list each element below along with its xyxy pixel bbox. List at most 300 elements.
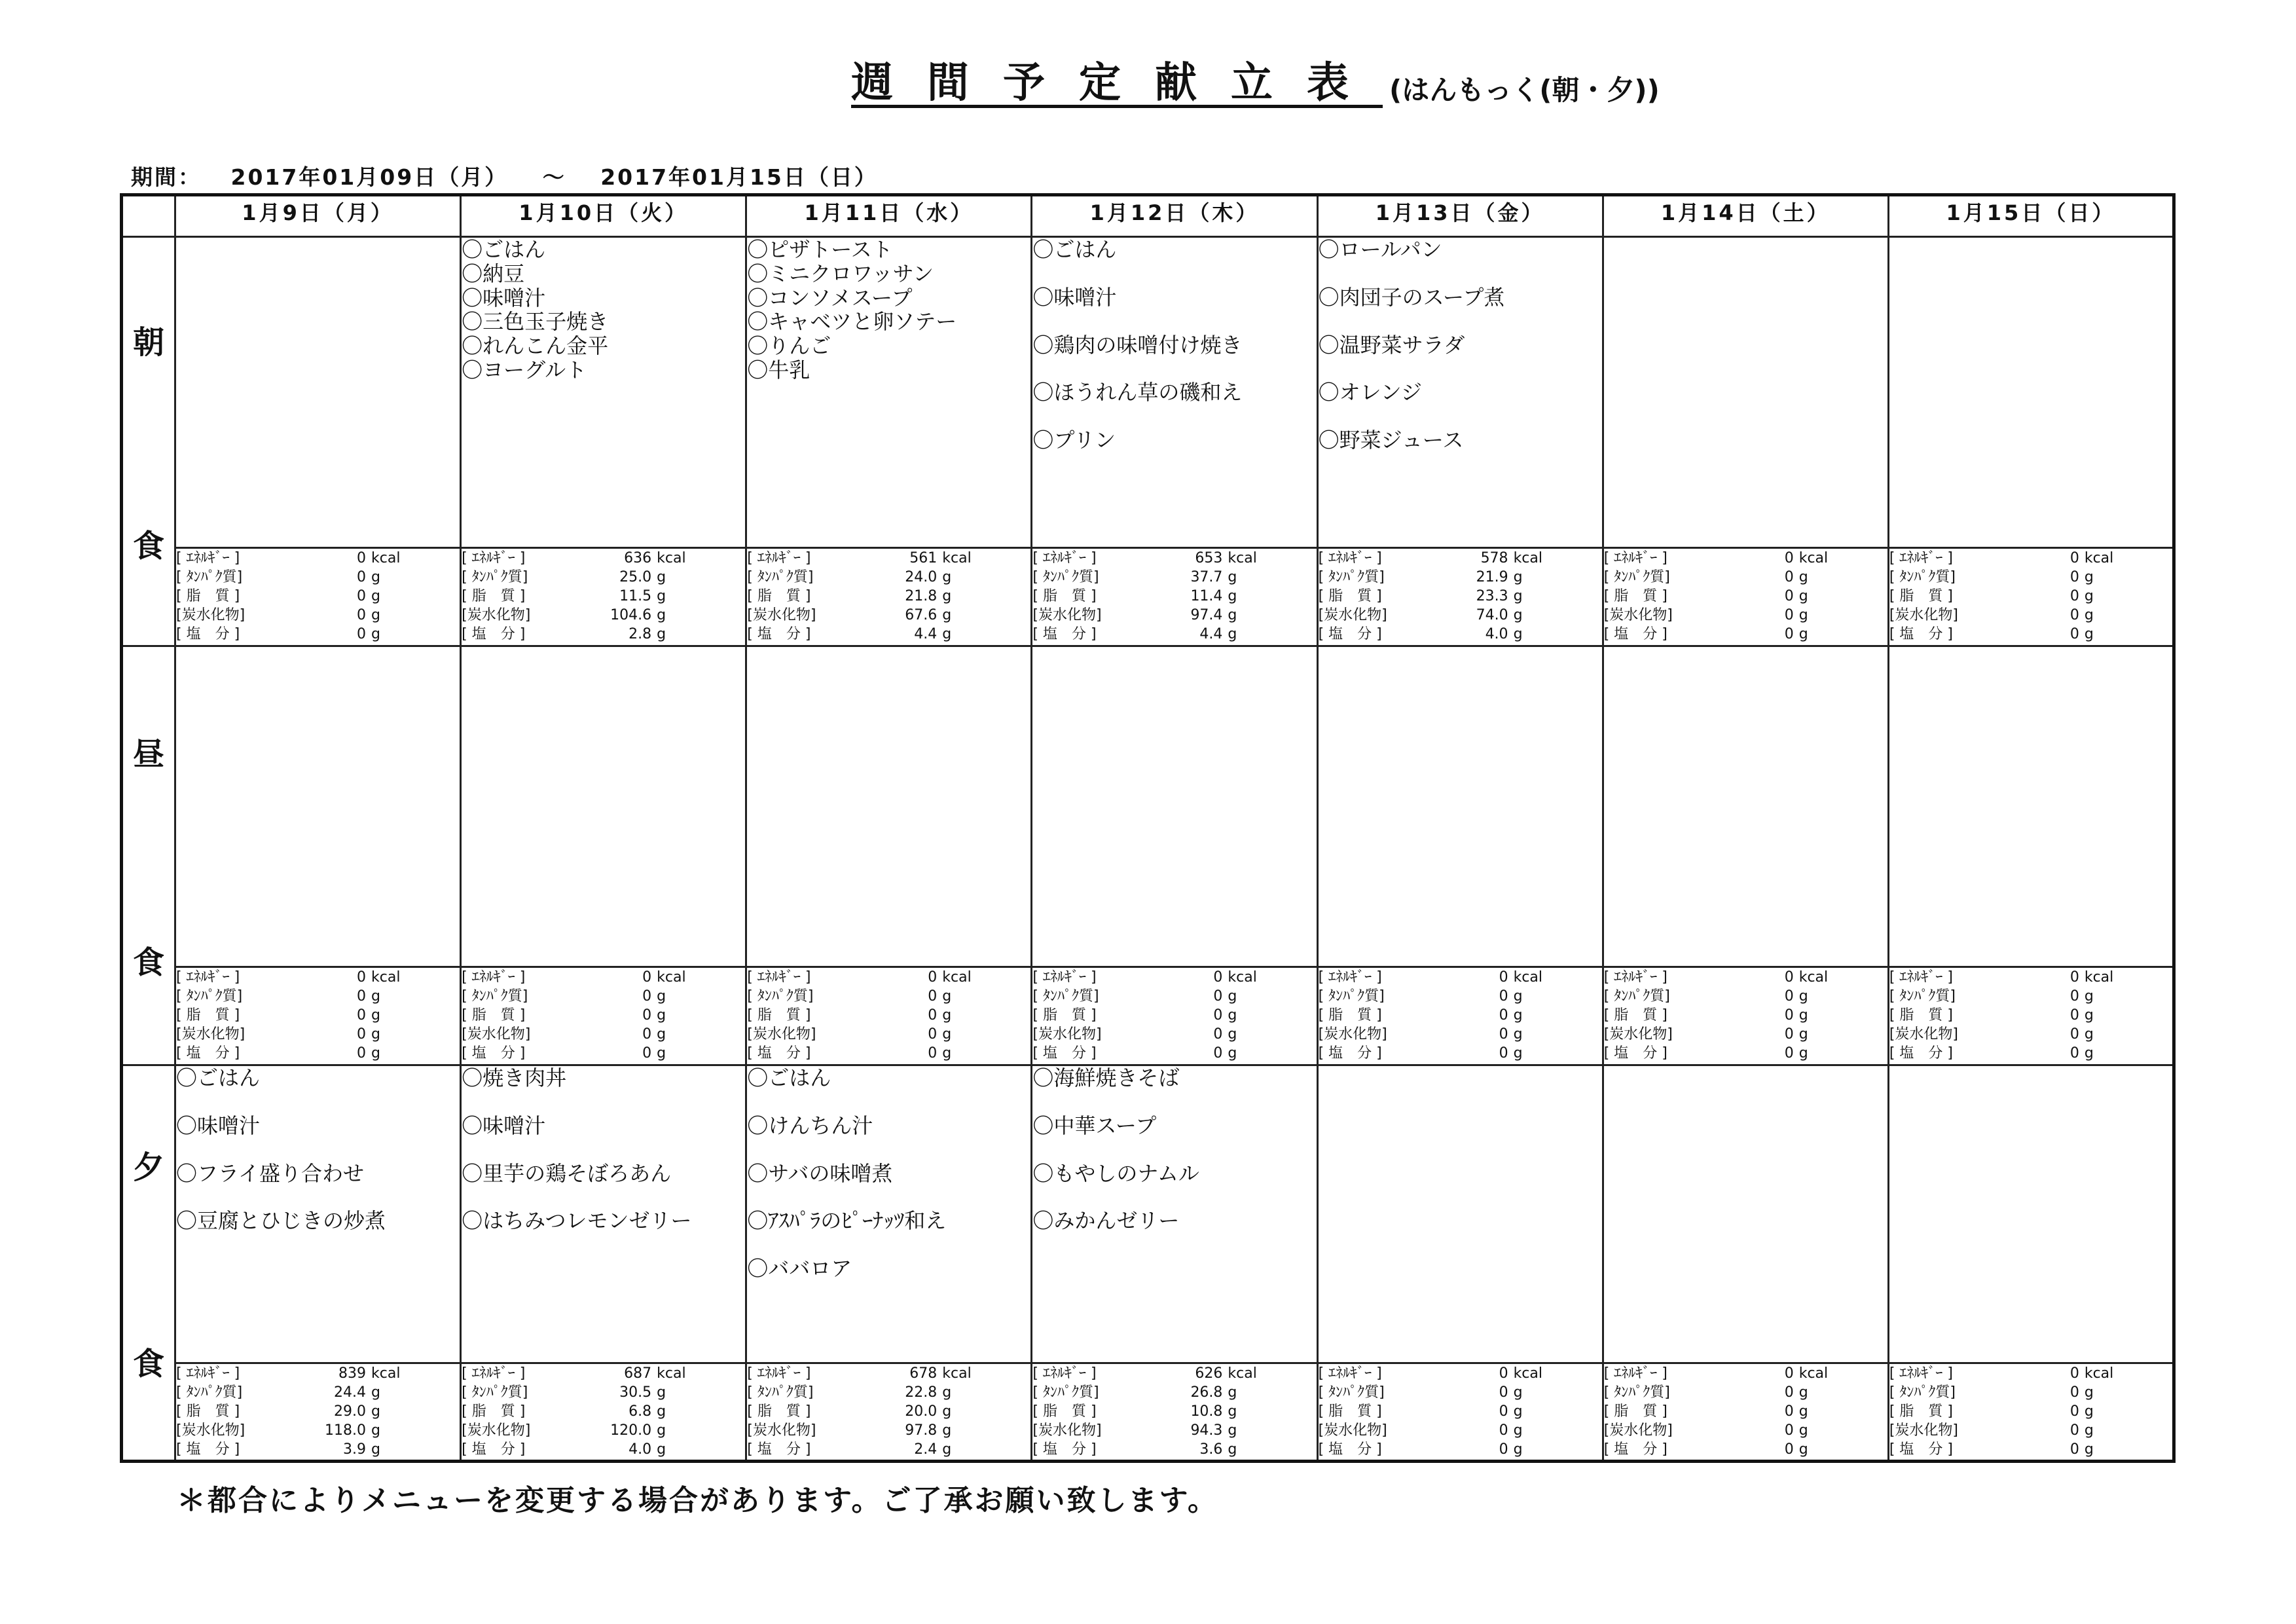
nutrient-unit: g (657, 1422, 666, 1439)
nutrient-value: 0 (928, 1026, 938, 1043)
nutrient-label: [ ﾀﾝﾊﾟｸ質] (1032, 1384, 1099, 1401)
nutrient-label: [炭水化物] (747, 1026, 816, 1043)
day-header-row (122, 195, 2174, 237)
nutrition-line (1889, 587, 2172, 606)
nutrition-line (176, 968, 460, 987)
nutrient-unit: g (942, 1026, 952, 1043)
nutrient-unit: kcal (2084, 550, 2114, 566)
nutrient-unit: kcal (2084, 969, 2114, 986)
nutrient-unit: g (2084, 607, 2094, 623)
nutrient-value: 0 (1784, 1007, 1794, 1024)
dish-cell (1032, 1065, 1317, 1363)
dish-cell (461, 646, 746, 967)
nutrient-value: 30.5 (619, 1384, 652, 1401)
nutrient-unit: g (1798, 1422, 1808, 1439)
nutrient-value: 25.0 (619, 569, 652, 585)
nutrient-value: 29.0 (334, 1403, 366, 1420)
nutrient-label: [ ｴﾈﾙｷﾞｰ ] (747, 1365, 811, 1382)
nutrient-label: [ 塩 分 ] (1318, 1441, 1382, 1458)
nutrient-label: [ ｴﾈﾙｷﾞｰ ] (1603, 969, 1667, 986)
nutrient-label: [ 塩 分 ] (1889, 1045, 1953, 1061)
nutrition-line (1604, 568, 1887, 587)
dish-item: 〇ロールパン (1318, 237, 1442, 262)
nutrient-unit: g (657, 988, 666, 1005)
dish-cell (746, 646, 1032, 967)
nutrient-value: 3.9 (343, 1441, 366, 1458)
nutrition-line (1032, 606, 1316, 625)
nutrient-unit: g (2084, 588, 2094, 604)
nutrient-unit: kcal (2084, 1365, 2114, 1382)
nutrient-value: 6.8 (629, 1403, 652, 1420)
nutrient-unit: g (2084, 1026, 2094, 1043)
meal-label-char: 食 (132, 528, 164, 564)
nutrient-unit: g (942, 1422, 952, 1439)
dish-item: 〇フライ盛り合わせ (176, 1160, 365, 1186)
nutrition-line (1889, 1044, 2172, 1063)
nutrient-label: [ 脂 質 ] (1603, 1403, 1667, 1420)
dish-item: 〇オレンジ (1318, 380, 1422, 405)
nutrition-cell (1888, 548, 2174, 646)
nutrient-label: [ 脂 質 ] (747, 1007, 811, 1024)
nutrition-line (1889, 1006, 2172, 1025)
breakfast-nutrition-row (122, 548, 2174, 646)
nutrition-line (176, 1364, 460, 1383)
nutrient-label: [炭水化物] (462, 1422, 531, 1439)
nutrient-value: 0 (357, 1026, 366, 1043)
nutrient-label: [ ﾀﾝﾊﾟｸ質] (1889, 988, 1956, 1005)
period-label: 期間： (131, 164, 202, 190)
nutrient-label: [炭水化物] (1889, 607, 1959, 623)
nutrition-line (1032, 1383, 1316, 1402)
nutrition-line (747, 987, 1030, 1006)
nutrition-line (176, 1025, 460, 1044)
nutrient-unit: g (1228, 1384, 1237, 1401)
nutrient-value: 0 (1784, 1365, 1794, 1382)
nutrition-line (1319, 606, 1602, 625)
nutrient-label: [ ﾀﾝﾊﾟｸ質] (1603, 988, 1670, 1005)
nutrition-line (1032, 968, 1316, 987)
nutrient-value: 118.0 (325, 1422, 366, 1439)
nutrition-line (1319, 1025, 1602, 1044)
nutrition-line (747, 968, 1030, 987)
nutrient-value: 0 (928, 1007, 938, 1024)
nutrient-unit: g (371, 1026, 380, 1043)
nutrient-value: 4.0 (629, 1441, 652, 1458)
nutrient-value: 687 (624, 1365, 652, 1382)
nutrient-unit: g (1228, 1403, 1237, 1420)
nutrient-label: [ 脂 質 ] (1032, 1403, 1097, 1420)
nutrient-label: [ ﾀﾝﾊﾟｸ質] (176, 1384, 243, 1401)
nutrient-value: 578 (1480, 550, 1508, 566)
nutrient-value: 0 (1499, 1365, 1508, 1382)
nutrient-label: [ ｴﾈﾙｷﾞｰ ] (1318, 969, 1382, 986)
nutrition-line (747, 1421, 1030, 1440)
nutrient-label: [炭水化物] (1889, 1026, 1959, 1043)
nutrient-label: [ 脂 質 ] (176, 588, 240, 604)
nutrient-label: [炭水化物] (176, 607, 246, 623)
nutrition-cell (461, 548, 746, 646)
nutrition-cell (1317, 1363, 1603, 1462)
nutrient-unit: g (371, 1007, 380, 1024)
dish-cell (175, 1065, 461, 1363)
nutrient-value: 0 (357, 588, 366, 604)
dish-cell (175, 646, 461, 967)
nutrient-unit: g (371, 607, 380, 623)
nutrient-value: 21.8 (905, 588, 938, 604)
dish-item: 〇ごはん (1032, 237, 1117, 262)
nutrient-label: [ 脂 質 ] (176, 1403, 240, 1420)
nutrient-unit: kcal (657, 969, 686, 986)
nutrient-value: 0 (357, 550, 366, 566)
dish-item: 〇ごはん (747, 1065, 831, 1090)
nutrient-label: [ ﾀﾝﾊﾟｸ質] (176, 988, 243, 1005)
nutrition-cell (1317, 548, 1603, 646)
nutrient-value: 37.7 (1190, 569, 1223, 585)
nutrient-unit: g (371, 588, 380, 604)
nutrition-line (747, 1006, 1030, 1025)
nutrient-value: 3.6 (1199, 1441, 1223, 1458)
nutrient-value: 626 (1195, 1365, 1223, 1382)
nutrition-cell (1317, 967, 1603, 1065)
nutrient-label: [ 脂 質 ] (1603, 1007, 1667, 1024)
nutrient-label: [ ﾀﾝﾊﾟｸ質] (1318, 569, 1385, 585)
nutrient-value: 0 (2069, 988, 2079, 1005)
nutrient-label: [ ﾀﾝﾊﾟｸ質] (747, 988, 814, 1005)
nutrient-unit: g (371, 1045, 380, 1061)
nutrient-unit: g (1228, 1026, 1237, 1043)
nutrition-line (1604, 1006, 1887, 1025)
nutrition-cell (175, 967, 461, 1065)
nutrition-line (747, 549, 1030, 568)
dish-item: 〇ごはん (462, 237, 546, 262)
nutrition-line (462, 606, 745, 625)
nutrient-unit: g (1798, 1045, 1808, 1061)
nutrient-label: [ 塩 分 ] (176, 1441, 240, 1458)
nutrient-unit: g (1513, 1026, 1523, 1043)
nutrition-cell (1888, 967, 2174, 1065)
meal-label-text (123, 647, 174, 1064)
nutrition-line (1889, 549, 2172, 568)
nutrition-line (1604, 1402, 1887, 1421)
nutrient-unit: g (657, 1384, 666, 1401)
nutrition-line (1889, 1025, 2172, 1044)
nutrient-value: 0 (1213, 988, 1223, 1005)
nutrient-value: 0 (1784, 1045, 1794, 1061)
nutrition-line (176, 1402, 460, 1421)
nutrient-label: [ 塩 分 ] (176, 626, 240, 642)
breakfast-dish-row (122, 237, 2174, 548)
dish-cell (1888, 1065, 2174, 1363)
nutrient-unit: g (1798, 1026, 1808, 1043)
nutrition-line (1319, 1044, 1602, 1063)
nutrient-unit: g (2084, 569, 2094, 585)
nutrient-label: [ 脂 質 ] (1318, 1403, 1382, 1420)
nutrient-unit: kcal (1228, 550, 1257, 566)
nutrition-line (462, 1025, 745, 1044)
dish-item: 〇キャベツと卵ソテー (747, 309, 957, 335)
nutrition-line (462, 1440, 745, 1459)
nutrient-unit: g (942, 1007, 952, 1024)
nutrient-label: [ ｴﾈﾙｷﾞｰ ] (1889, 550, 1953, 566)
nutrient-value: 0 (357, 1007, 366, 1024)
nutrition-line (1319, 1364, 1602, 1383)
nutrition-cell (1032, 967, 1317, 1065)
nutrient-unit: kcal (1513, 969, 1542, 986)
nutrient-unit: g (1798, 1384, 1808, 1401)
nutrient-unit: g (657, 1026, 666, 1043)
nutrient-label: [ ｴﾈﾙｷﾞｰ ] (462, 969, 526, 986)
nutrition-cell (1603, 1363, 1888, 1462)
nutrition-line (462, 549, 745, 568)
nutrient-label: [ 塩 分 ] (747, 626, 811, 642)
dish-item: 〇ピザトースト (747, 237, 893, 262)
nutrient-label: [炭水化物] (1318, 1026, 1387, 1043)
nutrient-label: [ ﾀﾝﾊﾟｸ質] (1032, 988, 1099, 1005)
nutrient-value: 678 (909, 1365, 938, 1382)
dish-list (462, 238, 745, 382)
nutrient-value: 0 (2069, 1045, 2079, 1061)
nutrition-cell (175, 1363, 461, 1462)
nutrient-label: [ ﾀﾝﾊﾟｸ質] (1032, 569, 1099, 585)
nutrient-label: [ ｴﾈﾙｷﾞｰ ] (176, 1365, 240, 1382)
nutrient-label: [炭水化物] (1603, 1026, 1673, 1043)
nutrient-unit: g (657, 588, 666, 604)
nutrient-value: 0 (1784, 550, 1794, 566)
nutrient-value: 0 (2069, 588, 2079, 604)
nutrition-line (462, 568, 745, 587)
dish-item: 〇温野菜サラダ (1318, 332, 1465, 358)
nutrition-cell (1603, 967, 1888, 1065)
nutrient-unit: g (657, 607, 666, 623)
nutrient-label: [ ｴﾈﾙｷﾞｰ ] (1603, 550, 1667, 566)
nutrient-unit: g (1513, 607, 1523, 623)
nutrient-value: 636 (624, 550, 652, 566)
nutrition-cell (746, 1363, 1032, 1462)
nutrition-line (1319, 968, 1602, 987)
nutrient-label: [ ｴﾈﾙｷﾞｰ ] (747, 969, 811, 986)
dish-item: 〇ヨーグルト (462, 357, 587, 382)
nutrient-value: 0 (928, 1045, 938, 1061)
dish-cell (461, 237, 746, 548)
nutrition-line (176, 549, 460, 568)
nutrient-unit: g (1228, 607, 1237, 623)
nutrient-unit: g (1513, 626, 1523, 642)
nutrient-label: [ ﾀﾝﾊﾟｸ質] (747, 1384, 814, 1401)
nutrition-line (1032, 587, 1316, 606)
nutrient-label: [ ｴﾈﾙｷﾞｰ ] (462, 550, 526, 566)
dish-list (747, 238, 1030, 382)
page-title: 週間予定献立表 (851, 59, 1383, 107)
dish-cell (1317, 646, 1603, 967)
dish-cell (1603, 237, 1888, 548)
day-header: 1月9日（月） (175, 195, 461, 237)
nutrient-value: 2.4 (914, 1441, 938, 1458)
nutrient-value: 0 (2069, 1007, 2079, 1024)
nutrient-value: 20.0 (905, 1403, 938, 1420)
nutrient-value: 0 (642, 1007, 652, 1024)
nutrient-label: [ 塩 分 ] (1032, 626, 1097, 642)
nutrient-value: 0 (2069, 969, 2079, 986)
nutrient-value: 0 (2069, 1422, 2079, 1439)
nutrition-line (462, 1383, 745, 1402)
dish-item: 〇味噌汁 (462, 1113, 546, 1138)
nutrient-value: 0 (928, 969, 938, 986)
nutrition-line (747, 1440, 1030, 1459)
dish-cell (1032, 646, 1317, 967)
dish-item: 〇牛乳 (747, 357, 811, 382)
nutrient-unit: kcal (1798, 969, 1829, 986)
nutrition-line (1319, 1402, 1602, 1421)
nutrient-unit: g (2084, 1441, 2094, 1458)
nutrition-line (462, 987, 745, 1006)
nutrition-line (1319, 1006, 1602, 1025)
menu-table (120, 193, 2176, 1463)
nutrition-line (1032, 1006, 1316, 1025)
nutrient-unit: g (2084, 626, 2094, 642)
nutrition-cell (1603, 548, 1888, 646)
nutrient-value: 2.8 (629, 626, 652, 642)
nutrient-unit: kcal (1513, 550, 1542, 566)
nutrient-label: [ 塩 分 ] (747, 1441, 811, 1458)
nutrient-value: 22.8 (905, 1384, 938, 1401)
dish-cell (1888, 237, 2174, 548)
nutrient-label: [ ｴﾈﾙｷﾞｰ ] (176, 550, 240, 566)
nutrient-unit: g (1513, 588, 1523, 604)
nutrient-value: 0 (1784, 1403, 1794, 1420)
nutrition-line (747, 625, 1030, 644)
dish-item: 〇鶏肉の味噌付け焼き (1032, 332, 1243, 358)
nutrient-unit: g (1228, 1441, 1237, 1458)
nutrient-label: [ 塩 分 ] (1603, 1045, 1667, 1061)
nutrient-value: 0 (1784, 988, 1794, 1005)
dinner-label (122, 1065, 175, 1462)
nutrient-value: 0 (1213, 969, 1223, 986)
nutrient-unit: g (1798, 626, 1808, 642)
dish-item: 〇はちみつレモンゼリー (462, 1208, 692, 1234)
nutrition-line (1889, 606, 2172, 625)
nutrient-value: 0 (1784, 1026, 1794, 1043)
nutrition-line (1889, 1383, 2172, 1402)
nutrient-value: 0 (1784, 569, 1794, 585)
dish-item: 〇りんご (747, 333, 831, 359)
nutrition-line (1604, 625, 1887, 644)
dish-list (1032, 1066, 1316, 1233)
nutrient-unit: g (942, 1441, 952, 1458)
nutrient-value: 0 (2069, 626, 2079, 642)
nutrient-unit: g (1228, 988, 1237, 1005)
nutrition-line (176, 1006, 460, 1025)
nutrition-line (1604, 606, 1887, 625)
nutrition-line (1889, 1440, 2172, 1459)
nutrient-unit: g (1513, 988, 1523, 1005)
nutrient-value: 0 (1784, 626, 1794, 642)
nutrient-unit: g (2084, 988, 2094, 1005)
nutrient-value: 0 (2069, 1026, 2079, 1043)
nutrient-value: 0 (1499, 1403, 1508, 1420)
nutrition-line (1319, 1383, 1602, 1402)
meal-label-char: 夕 (132, 1149, 164, 1186)
nutrient-unit: g (1798, 607, 1808, 623)
nutrient-unit: g (657, 1045, 666, 1061)
dish-item: 〇みかんゼリー (1032, 1208, 1180, 1234)
nutrient-unit: g (657, 1403, 666, 1420)
nutrient-unit: g (942, 569, 952, 585)
nutrient-label: [ 塩 分 ] (1889, 1441, 1953, 1458)
nutrient-label: [炭水化物] (1318, 1422, 1387, 1439)
nutrient-value: 0 (357, 607, 366, 623)
nutrient-label: [ 脂 質 ] (462, 1007, 526, 1024)
nutrient-label: [ ﾀﾝﾊﾟｸ質] (1603, 569, 1670, 585)
meal-label-char: 朝 (132, 324, 164, 361)
nutrient-value: 0 (1784, 969, 1794, 986)
breakfast-label (122, 237, 175, 646)
dish-item: 〇ごはん (176, 1065, 261, 1090)
nutrient-value: 0 (1784, 1384, 1794, 1401)
nutrition-line (1604, 1364, 1887, 1383)
nutrient-unit: g (2084, 1403, 2094, 1420)
nutrition-line (176, 606, 460, 625)
period-start: 2017年01月09日（月） (230, 164, 509, 190)
nutrient-unit: g (371, 626, 380, 642)
dish-cell (1317, 237, 1603, 548)
dish-item: 〇焼き肉丼 (462, 1065, 567, 1090)
nutrition-line (747, 568, 1030, 587)
nutrition-line (462, 625, 745, 644)
meal-label-char: 食 (132, 944, 164, 982)
nutrient-label: [ 塩 分 ] (1318, 626, 1382, 642)
nutrient-value: 0 (2069, 1403, 2079, 1420)
nutrient-label: [ ｴﾈﾙｷﾞｰ ] (1032, 1365, 1097, 1382)
page-subtitle: (はんもっく(朝・夕)) (1389, 74, 1660, 106)
nutrient-unit: kcal (1798, 550, 1829, 566)
nutrition-line (1889, 1364, 2172, 1383)
nutrient-unit: g (1798, 1441, 1808, 1458)
nutrient-unit: g (1513, 1045, 1523, 1061)
nutrient-value: 0 (1499, 988, 1508, 1005)
dish-item: 〇れんこん金平 (462, 333, 609, 359)
nutrition-cell (461, 1363, 746, 1462)
nutrient-label: [ 塩 分 ] (1318, 1045, 1382, 1061)
nutrient-value: 839 (338, 1365, 366, 1382)
nutrient-label: [ ｴﾈﾙｷﾞｰ ] (462, 1365, 526, 1382)
nutrient-label: [ ｴﾈﾙｷﾞｰ ] (1318, 1365, 1382, 1382)
dish-item: 〇味噌汁 (176, 1113, 261, 1138)
lunch-dish-row (122, 646, 2174, 967)
period-end: 2017年01月15日（日） (600, 164, 878, 190)
nutrition-line (747, 1402, 1030, 1421)
nutrient-label: [ 塩 分 ] (1603, 1441, 1667, 1458)
nutrient-unit: g (942, 1384, 952, 1401)
dish-item: 〇ミニクロワッサン (747, 261, 934, 286)
nutrition-line (1604, 1440, 1887, 1459)
nutrition-line (1604, 587, 1887, 606)
nutrient-label: [ 脂 質 ] (1889, 1007, 1953, 1024)
nutrient-label: [ 塩 分 ] (1032, 1441, 1097, 1458)
nutrition-line (176, 1421, 460, 1440)
nutrient-unit: g (942, 607, 952, 623)
dish-item: 〇野菜ジュース (1318, 428, 1464, 453)
lunch-label (122, 646, 175, 1065)
day-header: 1月12日（木） (1032, 195, 1317, 237)
nutrient-unit: g (1798, 1403, 1808, 1420)
nutrient-unit: kcal (371, 1365, 401, 1382)
dish-item: 〇味噌汁 (1032, 284, 1117, 310)
nutrient-value: 0 (2069, 1441, 2079, 1458)
nutrient-value: 24.0 (905, 569, 938, 585)
nutrition-line (462, 1421, 745, 1440)
nutrition-line (1319, 1421, 1602, 1440)
dinner-dish-row (122, 1065, 2174, 1363)
